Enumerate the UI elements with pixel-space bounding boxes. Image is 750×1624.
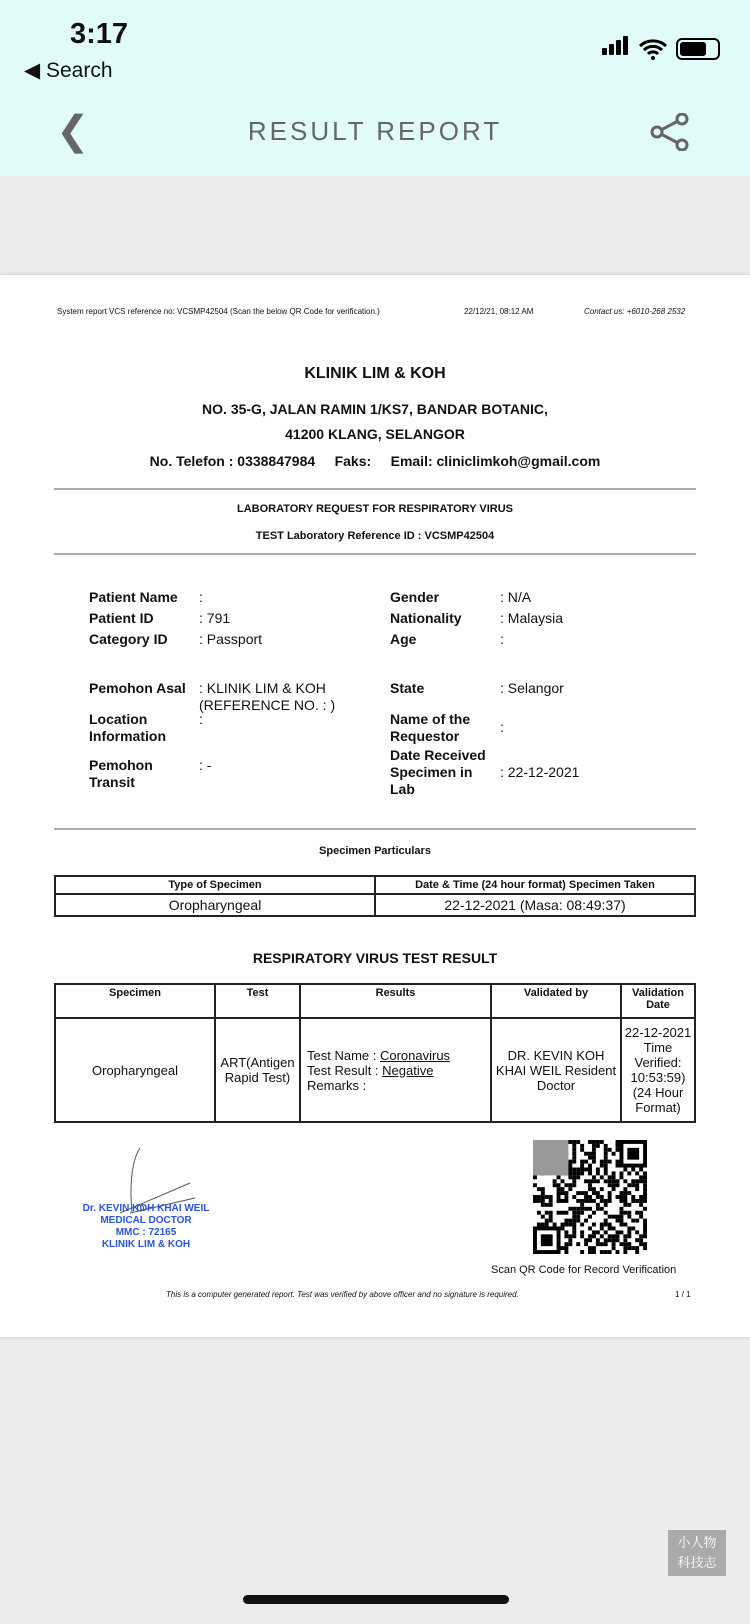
- specimen-title: Specimen Particulars: [319, 845, 431, 857]
- stamp-line: Dr. KEVIN KOH KHAI WEIL: [82, 1203, 210, 1214]
- field-value: : -: [199, 757, 212, 773]
- field-label: Date Received Specimen in Lab: [390, 747, 486, 797]
- field-value: : 22-12-2021: [500, 764, 580, 780]
- qr-code[interactable]: [533, 1140, 647, 1254]
- lab-reference: TEST Laboratory Reference ID : VCSMP42504: [255, 530, 495, 542]
- footer-note: This is a computer generated report. Test was verified by above officer and no signature is required.: [166, 1290, 519, 1299]
- address-line-1: NO. 35-G, JALAN RAMIN 1/KS7, BANDAR BOTANIC,: [202, 401, 548, 417]
- field-value: :: [199, 589, 203, 605]
- qr-caption: Scan QR Code for Record Verification: [491, 1264, 677, 1276]
- field-value: : 791: [199, 610, 231, 626]
- result-table: [54, 983, 696, 1123]
- header-type: Type of Specimen: [55, 876, 375, 894]
- test-result: Negative: [382, 1062, 434, 1078]
- result-test: ART(Antigen Rapid Test): [215, 1018, 300, 1122]
- stamp-line: MMC : 72165: [115, 1227, 177, 1238]
- field-value: :: [500, 719, 504, 735]
- page-title: RESULT REPORT: [247, 116, 503, 146]
- field-label: Category ID: [89, 631, 168, 647]
- result-title: RESPIRATORY VIRUS TEST RESULT: [252, 950, 498, 966]
- field-value: : N/A: [500, 589, 532, 605]
- field-label: Pemohon Asal: [89, 680, 186, 696]
- validated-by: DR. KEVIN KOH KHAI WEIL Resident Doctor: [491, 1018, 621, 1122]
- wifi-icon: [638, 38, 668, 60]
- field-label: Name of the Requestor: [390, 711, 471, 744]
- field-label: State: [390, 680, 425, 696]
- back-button[interactable]: ❮: [56, 109, 90, 153]
- field-label: Age: [390, 631, 417, 647]
- field-value: : KLINIK LIM & KOH (REFERENCE NO. : ): [199, 680, 336, 713]
- remarks: Remarks :: [307, 1077, 367, 1093]
- signal-icon: [602, 36, 630, 60]
- clinic-name: KLINIK LIM & KOH: [304, 365, 446, 382]
- header-specimen: Specimen: [55, 984, 215, 1018]
- watermark: [668, 1530, 726, 1576]
- header-validation-date: Validation Date: [621, 984, 695, 1018]
- field-label: Location Information: [89, 711, 166, 744]
- home-indicator[interactable]: [243, 1595, 509, 1604]
- printed-at: 22/12/21, 08:12 AM: [464, 307, 534, 316]
- validation-date: 22-12-2021 Time Verified: 10:53:59) (24 Hour Format): [621, 1018, 695, 1122]
- field-value: :: [199, 711, 203, 727]
- divider: [54, 553, 696, 555]
- result-specimen: Oropharyngeal: [55, 1018, 215, 1122]
- header-validated-by: Validated by: [491, 984, 621, 1018]
- header-datetime: Date & Time (24 hour format) Specimen Taken: [375, 876, 695, 894]
- battery-icon: [676, 38, 720, 60]
- field-value: : Selangor: [500, 680, 564, 696]
- divider: [54, 828, 696, 830]
- clock: 3:17: [70, 18, 129, 50]
- share-icon[interactable]: [650, 113, 690, 151]
- request-title: LABORATORY REQUEST FOR RESPIRATORY VIRUS: [236, 503, 514, 515]
- test-name-label: Test Name :: [307, 1047, 380, 1063]
- specimen-table: [54, 875, 696, 917]
- address-line-2: 41200 KLANG, SELANGOR: [285, 426, 465, 442]
- header-test: Test: [215, 984, 300, 1018]
- field-label: Pemohon Transit: [89, 757, 153, 790]
- contact-line: No. Telefon : 0338847984 Faks: Email: cliniclimkoh@gmail.com: [149, 453, 601, 469]
- header: [0, 0, 750, 176]
- field-value: :: [500, 631, 504, 647]
- divider: [54, 488, 696, 490]
- field-value: : Passport: [199, 631, 263, 647]
- doctor-stamp: [66, 1203, 226, 1251]
- stamp-line: KLINIK LIM & KOH: [101, 1239, 191, 1250]
- back-to-search-link[interactable]: ◀ Search: [24, 59, 113, 82]
- field-label: Gender: [390, 589, 440, 605]
- report-document: [0, 275, 750, 1337]
- stamp-line: MEDICAL DOCTOR: [100, 1215, 192, 1226]
- specimen-datetime: 22-12-2021 (Masa: 08:49:37): [375, 894, 695, 916]
- system-reference: System report VCS reference no: VCSMP42504 (Scan the below QR Code for verification.): [57, 307, 380, 316]
- specimen-type: Oropharyngeal: [55, 894, 375, 916]
- header-results: Results: [300, 984, 491, 1018]
- result-details: [300, 1018, 491, 1122]
- field-label: Patient ID: [89, 610, 154, 626]
- status-icons: [602, 36, 720, 60]
- field-label: Patient Name: [89, 589, 178, 605]
- field-label: Nationality: [390, 610, 462, 626]
- page-number: 1 / 1: [675, 1290, 691, 1299]
- watermark-line: 小人物: [677, 1535, 717, 1550]
- contact: Contact us: +6010-268 2532: [584, 307, 686, 316]
- watermark-line: 科技志: [677, 1555, 717, 1570]
- test-name: Coronavirus: [379, 1047, 451, 1063]
- field-value: : Malaysia: [500, 610, 564, 626]
- test-result-label: Test Result :: [307, 1062, 383, 1078]
